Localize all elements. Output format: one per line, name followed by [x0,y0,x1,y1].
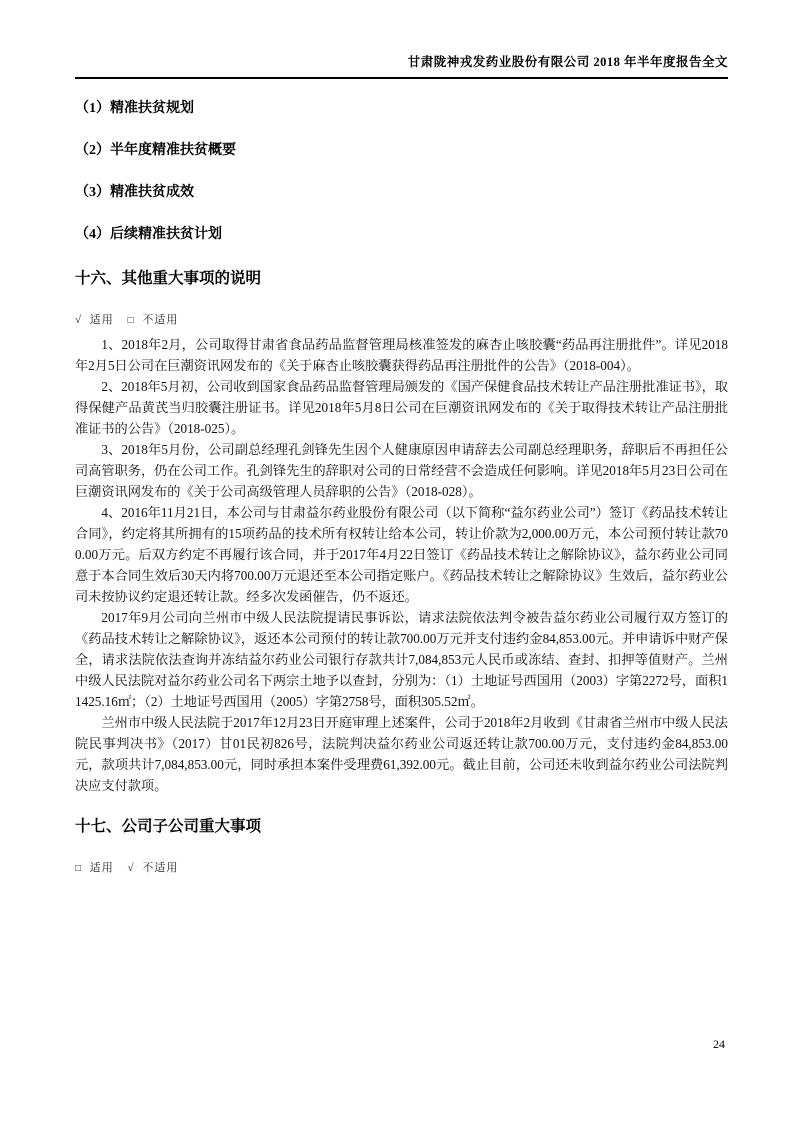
page-content [75,92,728,875]
paragraph-3: 3、2018年5月份，公司副总经理孔剑锋先生因个人健康原因申请辞去公司副总经理职务，辞职后不再担任公司高管职务，仍在公司工作。孔剑锋先生的辞职对公司的日常经营不会造成任何影响。详见2018年5月23日公司在巨潮资讯网发布的《关于公司高级管理人员辞职的公告》（2018-028）。 [75,442,728,499]
check-mark-icon: √ [75,314,83,326]
section-17-applicability [75,862,728,875]
paragraph-1: 1、2018年2月，公司取得甘肃省食品药品监督管理局核准签发的麻杏止咳胶囊“药品再注册批件”。详见2018年2月5日公司在巨潮资讯网发布的《关于麻杏止咳胶囊获得药品再注册批件的公告》（2018-004）。 [75,337,728,373]
list-item-1: （1）精准扶贫规划 [75,101,194,116]
section-16-body [75,334,728,796]
page-number: 24 [713,1037,725,1051]
paragraph-6: 兰州市中级人民法院于2017年12月23日开庭审理上述案件，公司于2018年2月收到《甘肃省兰州市中级人民法院民事判决书》（2017）甘01民初826号，法院判决益尔药业公司返还转让款700.00万元，支付违约金84,853.00元，款项共计7,084,853.00元，同时承担本案件受理费61,392.00元。截止目前，公司还未收到益尔药业公司法院判决应支付款项。 [75,715,728,793]
report-header [75,52,728,79]
list-item-4: （4）后续精准扶贫计划 [75,227,222,242]
empty-checkbox-icon: □ [75,863,83,874]
section-17-title: 十七、公司子公司重大事项 [75,818,262,835]
paragraph-4: 4、2016年11月21日，本公司与甘肃益尔药业股份有限公司（以下简称“益尔药业公司”）签订《药品技术转让合同》，约定将其所拥有的15项药品的技术所有权转让给本公司，转让价款为2,000.00万元，本公司预付转让款700.00万元。后双方约定不再履行该合同，并于2017年4月22日签订《药品技术转让之解除协议》，益尔药业公司同意于本合同生效后30天内将700.00万元退还至本公司指定账户。《药品技术转让之解除协议》生效后，益尔药业公司未按协议约定退还转让款。经多次发函催告，仍不返还。 [75,505,728,604]
list-item-3: （3）精准扶贫成效 [75,185,194,200]
section-16-applicability [75,314,728,327]
applicable-label: 适用 [89,862,114,874]
section-16-title: 十六、其他重大事项的说明 [75,270,262,287]
not-applicable-label: 不适用 [142,314,179,326]
report-header-title: 甘肃陇神戎发药业股份有限公司 2018 年半年度报告全文 [407,55,728,69]
paragraph-2: 2、2018年5月初，公司收到国家食品药品监督管理局颁发的《国产保健食品技术转让产品注册批准证书》，取得保健产品黄芪当归胶囊注册证书。详见2018年5月8日公司在巨潮资讯网发布的《关于取得技术转让产品注册批准证书的公告》（2018-025）。 [75,379,728,436]
check-mark-icon: √ [127,862,135,874]
paragraph-5: 2017年9月公司向兰州市中级人民法院提请民事诉讼，请求法院依法判令被告益尔药业公司履行双方签订的《药品技术转让之解除协议》，返还本公司预付的转让款700.00万元并支付违约金84,853.00元。并申请诉中财产保全，请求法院依法查询并冻结益尔药业公司银行存款共计7,084,853元人民币或冻结、查封、扣押等值财产。兰州中级人民法院对益尔药业公司名下两宗土地予以查封，分别为：（1）土地证号西国用（2003）字第2272号，面积11425.16㎡；（2）土地证号西国用（2005）字第2758号，面积305.52㎡。 [75,610,728,709]
applicable-label: 适用 [89,314,114,326]
list-item-2: （2）半年度精准扶贫概要 [75,143,236,158]
empty-checkbox-icon: □ [127,315,135,326]
not-applicable-label: 不适用 [142,862,179,874]
